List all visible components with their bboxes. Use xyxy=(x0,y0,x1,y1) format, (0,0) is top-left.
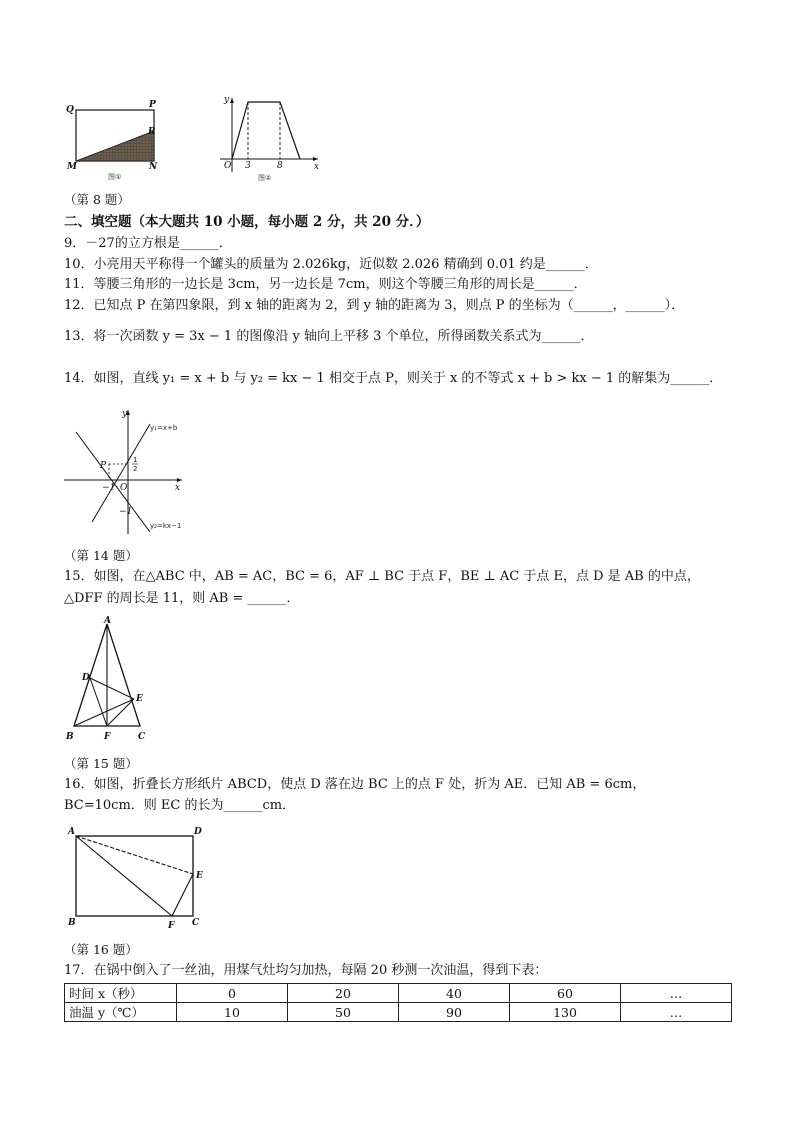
label-E: E xyxy=(196,871,203,881)
axis-y-label: y xyxy=(224,95,230,105)
q16-figure xyxy=(62,822,212,932)
table-cell: 10 xyxy=(177,1003,288,1022)
label-A: A xyxy=(104,616,111,626)
label-F: F xyxy=(168,921,175,931)
tick-neg1-x: −1 xyxy=(102,483,116,493)
table-cell: 90 xyxy=(399,1003,510,1022)
question-16-line2: BC=10cm．则 EC 的长为______cm． xyxy=(64,798,296,813)
label-R: R xyxy=(148,127,156,137)
shaded-triangle xyxy=(76,131,154,161)
half-denominator: 2 xyxy=(133,465,138,473)
table-cell: 130 xyxy=(510,1003,621,1022)
half-numerator: 1 xyxy=(133,456,138,464)
question-10: 10．小亮用天平称得一个罐头的质量为 2.026kg，近似数 2.026 精确到 0.01 约是______． xyxy=(64,257,598,272)
line-y2-label: y₂=kx−1 xyxy=(150,522,182,530)
table-cell: 0 xyxy=(177,984,288,1003)
question-11: 11．等腰三角形的一边长是 3cm，另一边长是 7cm，则这个等腰三角形的周长是______． xyxy=(64,277,587,292)
q14-figure xyxy=(62,404,192,536)
label-D: D xyxy=(82,673,90,683)
label-D: D xyxy=(194,827,202,837)
label-B: B xyxy=(68,918,76,928)
q8-caption: （第 8 题） xyxy=(64,192,130,207)
question-13: 13．将一次函数 y = 3x − 1 的图像沿 y 轴向上平移 3 个单位，所得函数关系式为______． xyxy=(64,329,594,344)
label-A: A xyxy=(68,827,75,837)
table-cell: 20 xyxy=(288,984,399,1003)
q14-caption: （第 14 题） xyxy=(64,548,138,563)
label-C: C xyxy=(138,732,146,742)
fig1-caption: 图① xyxy=(108,173,122,181)
q16-caption: （第 16 题） xyxy=(64,942,138,957)
table-cell: 40 xyxy=(399,984,510,1003)
label-N: N xyxy=(149,162,158,172)
table-cell: 60 xyxy=(510,984,621,1003)
table-cell: … xyxy=(621,984,732,1003)
oil-temperature-table xyxy=(64,983,732,1022)
label-Q: Q xyxy=(66,105,74,115)
q8-figure-2 xyxy=(210,92,325,184)
origin-label: O xyxy=(224,161,232,171)
label-M: M xyxy=(67,162,77,172)
line-y1-label: y₁=x+b xyxy=(150,424,178,432)
question-9: 9．－27的立方根是______． xyxy=(64,236,232,251)
question-15-line1: 15．如图，在△ABC 中，AB = AC，BC = 6，AF ⊥ BC 于点 F，BE ⊥ AC 于点 E，点 D 是 AB 的中点， xyxy=(64,569,700,584)
table-row-time xyxy=(65,984,732,1003)
label-E: E xyxy=(136,694,143,704)
axis-x: x xyxy=(175,483,181,493)
question-15-line2: △DFF 的周长是 11，则 AB = ______． xyxy=(64,591,300,606)
table-header-temperature: 油温 y（℃） xyxy=(65,1003,177,1022)
fig2-caption: 图② xyxy=(258,174,272,182)
table-cell: 50 xyxy=(288,1003,399,1022)
label-B: B xyxy=(66,732,74,742)
q8-figure-1 xyxy=(62,96,172,182)
label-C: C xyxy=(192,918,200,928)
axis-y: y xyxy=(122,409,128,419)
origin: O xyxy=(120,483,128,493)
point-P: P xyxy=(100,461,107,471)
tick-8: 8 xyxy=(277,161,283,171)
question-12: 12．已知点 P 在第四象限，到 x 轴的距离为 2，到 y 轴的距离为 3，则点 P 的坐标为（______，______）． xyxy=(64,298,685,313)
question-14: 14．如图，直线 y₁ = x + b 与 y₂ = kx − 1 相交于点 P，则关于 x 的不等式 x + b > kx − 1 的解集为______． xyxy=(64,371,723,386)
table-cell: … xyxy=(621,1003,732,1022)
table-row-temperature xyxy=(65,1003,732,1022)
q15-figure xyxy=(62,614,152,744)
table-header-time: 时间 x（秒） xyxy=(65,984,177,1003)
question-16-line1: 16．如图，折叠长方形纸片 ABCD，使点 D 落在边 BC 上的点 F 处，折为 AE．已知 AB = 6cm， xyxy=(64,777,646,792)
label-P: P xyxy=(149,100,156,110)
section-title: 二、填空题（本大题共 10 小题，每小题 2 分，共 20 分．） xyxy=(64,214,430,230)
tick-neg1-y: −1 xyxy=(119,507,133,517)
label-F: F xyxy=(104,732,111,742)
axis-x-label: x xyxy=(314,162,320,172)
q15-caption: （第 15 题） xyxy=(64,756,138,771)
tick-3: 3 xyxy=(245,161,251,171)
question-17: 17．在锅中倒入了一丝油，用煤气灶均匀加热，每隔 20 秒测一次油温，得到下表： xyxy=(64,963,548,978)
